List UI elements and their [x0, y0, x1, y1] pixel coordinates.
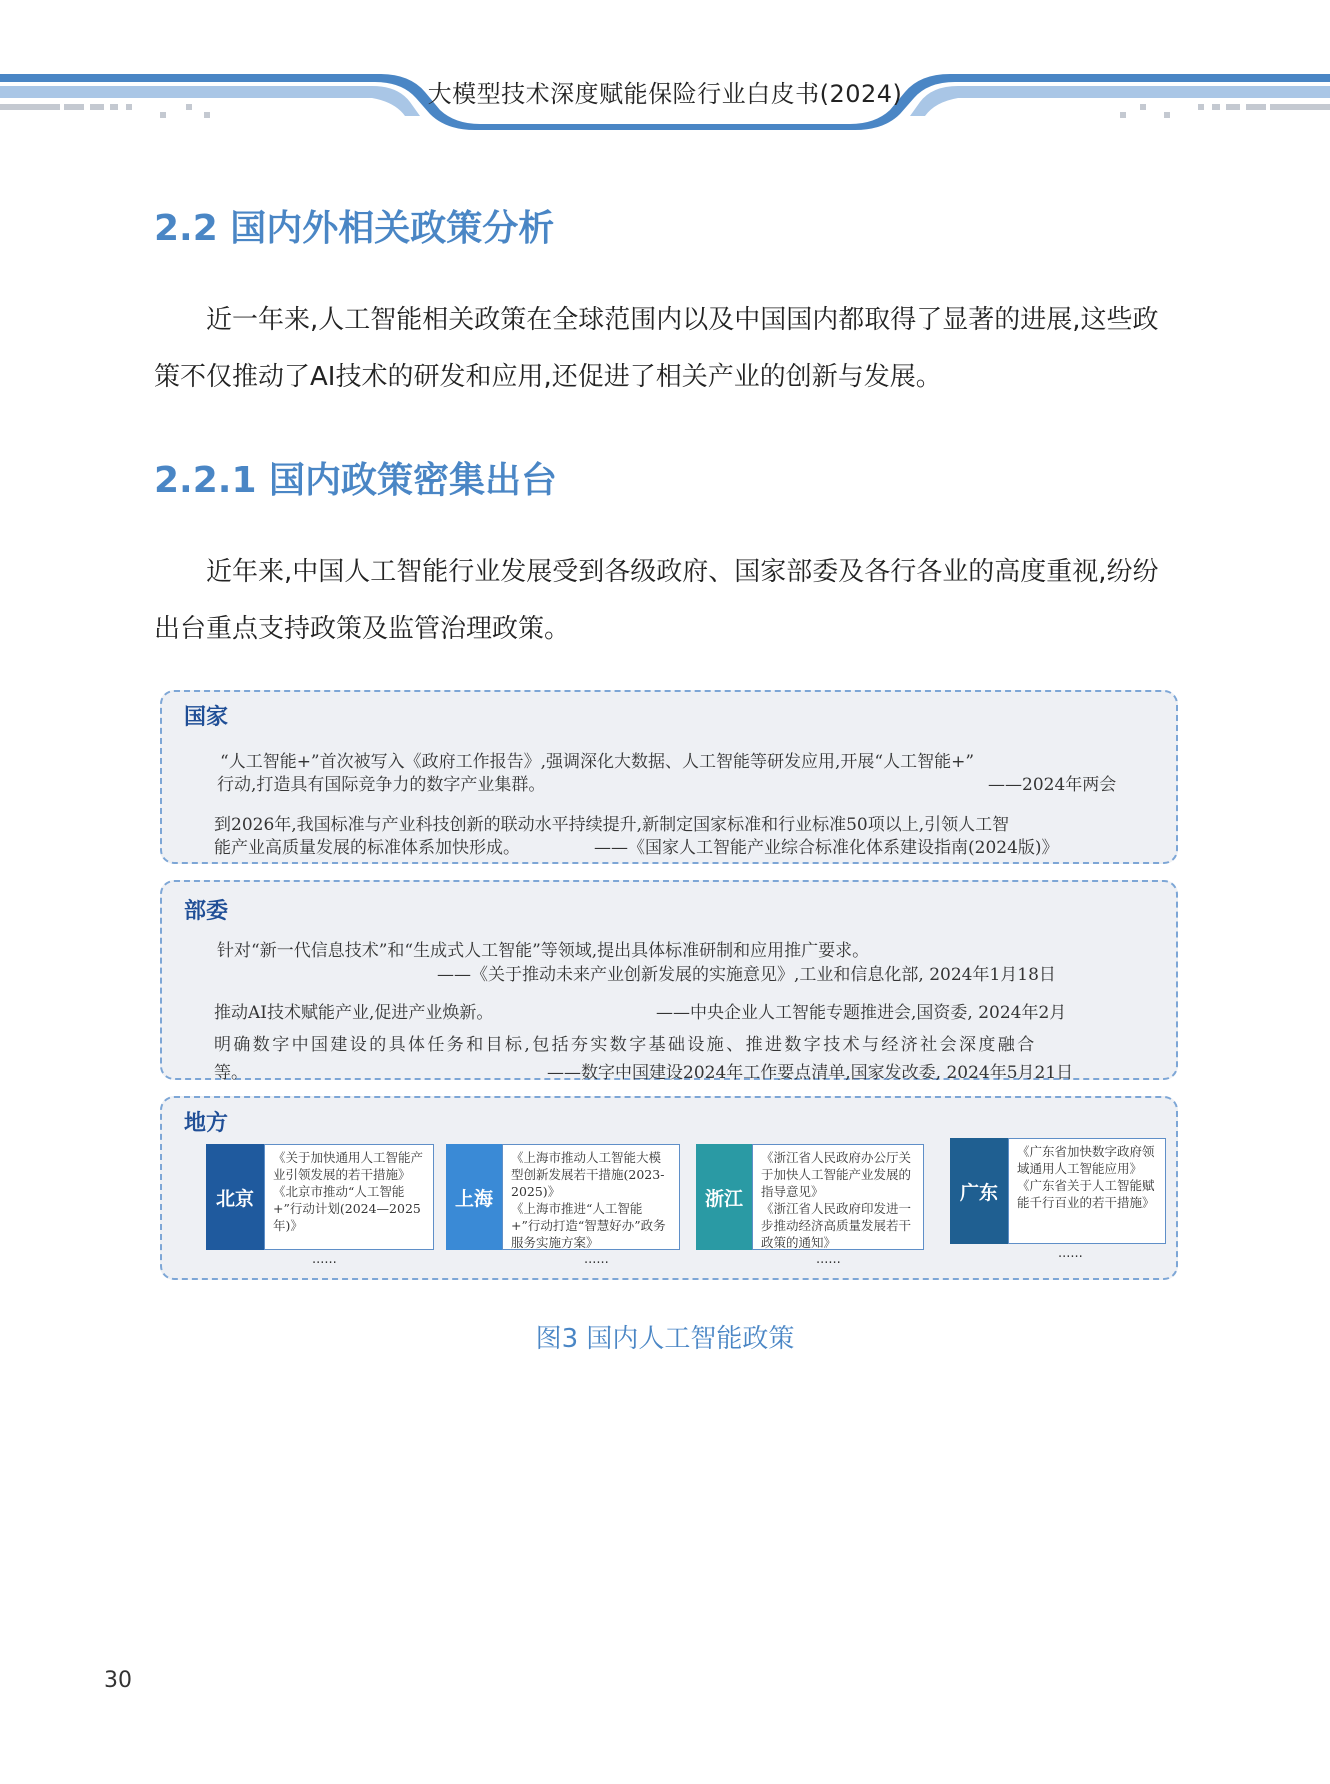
- card-tag: 广东: [950, 1138, 1008, 1244]
- ministry-source: ——中央企业人工智能专题推进会,国资委, 2024年2月: [656, 1003, 1067, 1023]
- card-tag: 浙江: [696, 1144, 752, 1250]
- card-tag: 北京: [206, 1144, 264, 1250]
- national-line: 行动,打造具有国际竞争力的数字产业集群。: [217, 775, 546, 795]
- card-more: ......: [312, 1252, 337, 1267]
- card-more: ......: [1058, 1246, 1083, 1261]
- subsection-heading: 2.2.1 国内政策密集出台: [154, 460, 558, 501]
- subsection-paragraph: 近年来,中国人工智能行业发展受到各级政府、国家部委及各行各业的高度重视,纷纷出台重点支持政策及监管治理政策。: [154, 557, 1159, 644]
- page-number: 30: [104, 1668, 132, 1693]
- local-title: 地方: [184, 1111, 229, 1136]
- ministry-line: 推动AI技术赋能产业,促进产业焕新。: [214, 1003, 494, 1023]
- card-item: 《广东省加快数字政府领域通用人工智能应用》: [1017, 1144, 1155, 1176]
- card-body: [1008, 1138, 1166, 1244]
- figure-caption: 图3 国内人工智能政策: [535, 1324, 795, 1354]
- card-item: 《上海市推进“人工智能+”行动打造“智慧好办”政务服务实施方案》: [511, 1201, 666, 1250]
- ministry-line: 等。: [214, 1063, 248, 1083]
- card-item: 《上海市推动人工智能大模型创新发展若干措施(2023-2025)》: [511, 1150, 665, 1199]
- ministry-line: 明确数字中国建设的具体任务和目标,包括夯实数字基础设施、推进数字技术与经济社会深度融合: [214, 1035, 1037, 1055]
- national-source: ——《国家人工智能产业综合标准化体系建设指南(2024版)》: [594, 838, 1059, 858]
- card-item: 《浙江省人民政府印发进一步推动经济高质量发展若干政策的通知》: [761, 1201, 912, 1250]
- ministry-source: ——《关于推动未来产业创新发展的实施意见》,工业和信息化部, 2024年1月18日: [437, 965, 1056, 985]
- local-card-zhejiang: [696, 1144, 924, 1250]
- ministry-source: ——数字中国建设2024年工作要点清单,国家发改委, 2024年5月21日: [547, 1063, 1074, 1083]
- ministry-policy-box: [160, 880, 1178, 1083]
- national-title: 国家: [184, 705, 229, 730]
- national-policy-box: [160, 690, 1178, 864]
- card-body: [502, 1144, 680, 1250]
- section-paragraph: 近一年来,人工智能相关政策在全球范围内以及中国国内都取得了显著的进展,这些政策不仅推动了AI技术的研发和应用,还促进了相关产业的创新与发展。: [154, 305, 1159, 392]
- national-line: “人工智能+”首次被写入《政府工作报告》,强调深化大数据、人工智能等研发应用,开展“人工智能+”: [220, 752, 975, 772]
- card-body: [752, 1144, 924, 1250]
- national-source: ——2024年两会: [988, 775, 1117, 795]
- card-tag: 上海: [446, 1144, 502, 1250]
- section-heading: 2.2 国内外相关政策分析: [154, 208, 555, 249]
- card-more: ......: [584, 1252, 609, 1267]
- header-title: 大模型技术深度赋能保险行业白皮书(2024): [427, 80, 903, 108]
- local-card-guangdong: [950, 1138, 1166, 1244]
- card-item: 《关于加快通用人工智能产业引领发展的若干措施》: [273, 1150, 424, 1182]
- local-card-shanghai: [446, 1144, 680, 1250]
- card-body: [264, 1144, 434, 1250]
- card-more: ......: [816, 1252, 841, 1267]
- card-item: 《广东省关于人工智能赋能千行百业的若干措施》: [1017, 1178, 1155, 1210]
- local-card-beijing: [206, 1144, 434, 1250]
- national-line: 到2026年,我国标准与产业科技创新的联动水平持续提升,新制定国家标准和行业标准50项以上,引领人工智: [214, 815, 1010, 835]
- ministry-title: 部委: [184, 899, 229, 924]
- card-item: 《浙江省人民政府办公厅关于加快人工智能产业发展的指导意见》: [761, 1150, 912, 1199]
- ministry-line: 针对“新一代信息技术”和“生成式人工智能”等领域,提出具体标准研制和应用推广要求。: [217, 941, 870, 961]
- national-line: 能产业高质量发展的标准体系加快形成。: [214, 838, 520, 858]
- header-band: [0, 0, 1330, 130]
- card-item: 《北京市推动“人工智能+”行动计划(2024—2025年)》: [273, 1184, 421, 1233]
